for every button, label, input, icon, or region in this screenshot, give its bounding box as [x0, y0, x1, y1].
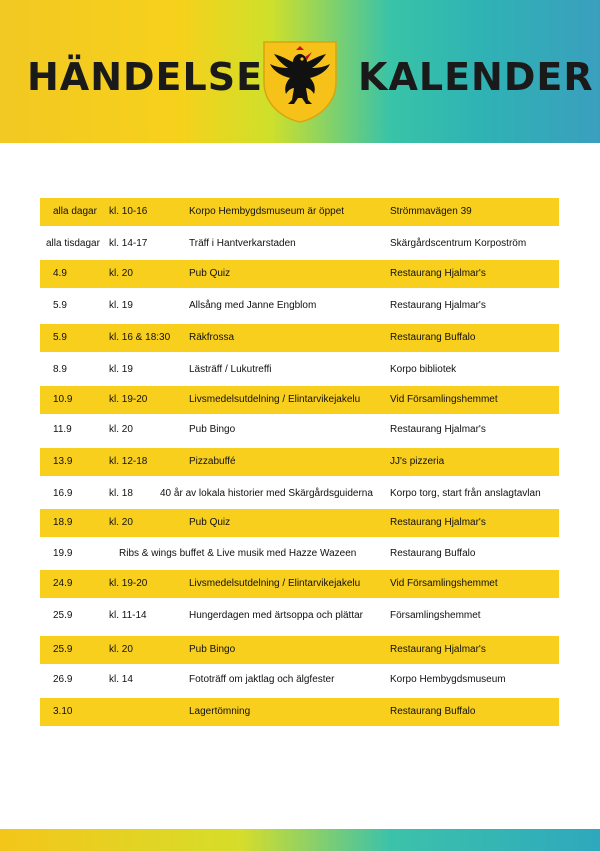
event-place: Korpo bibliotek [390, 364, 457, 375]
event-place: JJ's pizzeria [390, 456, 445, 467]
event-date: 8.9 [53, 364, 67, 375]
event-time: kl. 19 [109, 300, 133, 311]
event-title: Livsmedelsutdelning / Elintarvikejakelu [189, 578, 361, 589]
event-row [40, 480, 559, 508]
event-date: 25.9 [53, 644, 73, 655]
event-title: Ribs & wings buffet & Live musik med Hazze Wazeen [119, 548, 357, 559]
event-time: kl. 14 [109, 674, 133, 685]
event-date: 24.9 [53, 578, 73, 589]
event-place: Restaurang Hjalmar's [390, 300, 486, 311]
event-time: kl. 14-17 [109, 238, 148, 249]
event-date: 25.9 [53, 610, 73, 621]
event-row [40, 260, 559, 288]
event-row [40, 666, 559, 694]
event-title: Pub Quiz [189, 517, 231, 528]
event-title: Pub Bingo [189, 644, 236, 655]
event-place: Restaurang Hjalmar's [390, 517, 486, 528]
title-left: HÄNDELSE [27, 55, 264, 99]
event-title: Pizzabuffé [189, 456, 236, 467]
event-date: alla tisdagar [46, 238, 100, 249]
event-row [40, 448, 559, 476]
event-title: 40 år av lokala historier med Skärgårdsguiderna [160, 488, 373, 499]
event-date: 10.9 [53, 394, 73, 405]
event-date: 3.10 [53, 706, 73, 717]
event-date: 18.9 [53, 517, 73, 528]
event-place: Församlingshemmet [390, 610, 481, 621]
event-row [40, 570, 559, 598]
event-place: Skärgårdscentrum Korpoström [390, 238, 527, 249]
event-place: Restaurang Buffalo [390, 332, 476, 343]
event-date: alla dagar [53, 206, 97, 217]
event-time: kl. 16 & 18:30 [109, 332, 171, 343]
event-row [40, 230, 559, 258]
event-place: Vid Församlingshemmet [390, 578, 498, 589]
event-row [40, 509, 559, 537]
event-title: Hungerdagen med ärtsoppa och plättar [189, 610, 364, 621]
event-row [40, 386, 559, 414]
event-place: Restaurang Hjalmar's [390, 268, 486, 279]
event-row [40, 292, 559, 320]
event-place: Vid Församlingshemmet [390, 394, 498, 405]
event-place: Restaurang Hjalmar's [390, 644, 486, 655]
event-time: kl. 19-20 [109, 578, 148, 589]
event-time: kl. 20 [109, 517, 133, 528]
event-time: kl. 20 [109, 424, 133, 435]
event-title: Träff i Hantverkarstaden [189, 238, 296, 249]
event-title: Pub Bingo [189, 424, 236, 435]
event-date: 5.9 [53, 332, 67, 343]
event-title: Livsmedelsutdelning / Elintarvikejakelu [189, 394, 361, 405]
event-time: kl. 10-16 [109, 206, 148, 217]
event-date: 13.9 [53, 456, 73, 467]
event-time: kl. 20 [109, 644, 133, 655]
event-row [40, 324, 559, 352]
event-time: kl. 11-14 [109, 610, 147, 621]
event-date: 4.9 [53, 268, 67, 279]
event-place: Strömmavägen 39 [390, 206, 472, 217]
event-row [40, 540, 559, 568]
event-title: Korpo Hembygdsmuseum är öppet [189, 206, 345, 217]
footer-band [0, 829, 600, 851]
event-place: Restaurang Buffalo [390, 548, 476, 559]
event-date: 19.9 [53, 548, 73, 559]
event-time: kl. 18 [109, 488, 133, 499]
event-title: Pub Quiz [189, 268, 231, 279]
event-date: 16.9 [53, 488, 73, 499]
event-date: 5.9 [53, 300, 67, 311]
event-row [40, 636, 559, 664]
event-place: Korpo Hembygdsmuseum [390, 674, 506, 685]
event-place: Restaurang Buffalo [390, 706, 476, 717]
event-time: kl. 19 [109, 364, 133, 375]
event-time: kl. 20 [109, 268, 133, 279]
event-title: Räkfrossa [189, 332, 235, 343]
event-place: Restaurang Hjalmar's [390, 424, 486, 435]
event-row [40, 356, 559, 384]
event-title: Lagertömning [189, 706, 251, 717]
header-banner [0, 0, 600, 143]
event-date: 26.9 [53, 674, 73, 685]
event-place: Korpo torg, start från anslagtavlan [390, 488, 541, 499]
event-row [40, 698, 559, 726]
event-row [40, 602, 559, 630]
coat-of-arms-icon [260, 38, 340, 124]
event-row [40, 416, 559, 444]
event-title: Fototräff om jaktlag och älgfester [189, 674, 335, 685]
event-title: Lästräff / Lukutreffi [189, 364, 272, 375]
event-title: Allsång med Janne Engblom [189, 300, 317, 311]
title-right: KALENDER [358, 55, 594, 99]
event-row [40, 198, 559, 226]
event-time: kl. 19-20 [109, 394, 148, 405]
event-date: 11.9 [53, 424, 72, 435]
event-time: kl. 12-18 [109, 456, 148, 467]
